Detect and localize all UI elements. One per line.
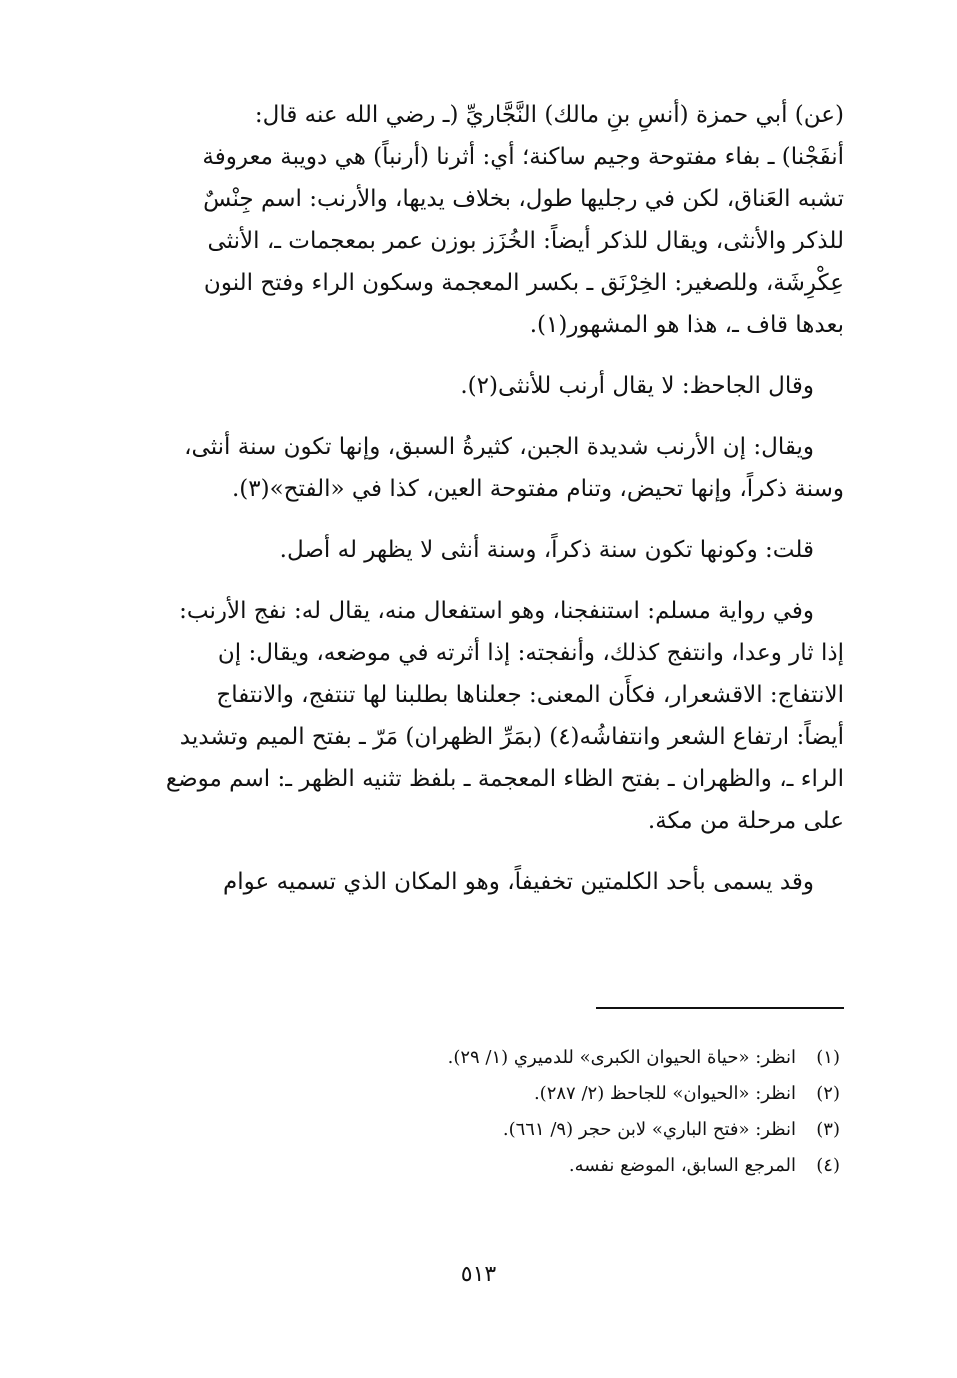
text-line: للذكر والأنثى، ويقال للذكر أيضاً: الخُزَز بوزن عمر بمعجمات ـ، الأنثى xyxy=(207,228,844,254)
footnote xyxy=(300,1076,840,1112)
footnote-text: المرجع السابق، الموضع نفسه. xyxy=(568,1155,796,1176)
footnote xyxy=(300,1112,840,1148)
page-number: ٥١٣ xyxy=(460,1262,497,1287)
footnote-text: انظر: «فتح الباري» لابن حجر (٩/ ٦٦١). xyxy=(502,1119,796,1140)
footnote-separator xyxy=(596,1007,844,1009)
footnote-text: انظر: «الحيوان» للجاحظ (٢/ ٢٨٧). xyxy=(533,1083,796,1104)
text-line: على مرحلة من مكة. xyxy=(647,808,844,834)
footnote-number: (٢) xyxy=(816,1083,840,1104)
footnote xyxy=(300,1040,840,1076)
text-line: قلت: وكونها تكون سنة ذكراً، وسنة أنثى لا يظهر له أصل. xyxy=(279,537,814,563)
text-line: وفي رواية مسلم: استنفجنا، وهو استفعال منه، يقال له: نفج الأرنب: xyxy=(179,598,814,624)
text-line: أيضاً: ارتفاع الشعر وانتفاشُه(٤) (بمَرِّ الظهران) مَرّ ـ بفتح الميم وتشديد xyxy=(179,724,844,750)
main-text xyxy=(128,94,844,903)
text-line: وقد يسمى بأحد الكلمتين تخفيفاً، وهو المكان الذي تسميه عوام xyxy=(223,869,814,895)
footnote-number: (٣) xyxy=(816,1119,840,1140)
text-line: تشبه العَناق، لكن في رجليها طول، بخلاف يديها، والأرنب: اسم جِنْسٌ xyxy=(203,186,844,212)
footnote-number: (١) xyxy=(816,1047,840,1068)
text-line: إذا ثار وعدا، وانتفج كذلك، وأنفجته: إذا أثرته في موضعه، ويقال: إن xyxy=(217,640,844,666)
footnote-text: انظر: «حياة الحيوان الكبرى» للدميري (١/ ٢٩). xyxy=(447,1047,796,1068)
footnote xyxy=(300,1148,840,1184)
footnote-number: (٤) xyxy=(816,1155,840,1176)
paragraph-gap xyxy=(128,842,844,861)
text-line: (عن) أبي حمزة (أنسِ بنِ مالك) النَّجَّاريِّ (ـ رضي الله عنه قال: xyxy=(254,102,844,128)
paragraph-gap xyxy=(128,510,844,529)
paragraph-gap xyxy=(128,407,844,426)
paragraph-gap xyxy=(128,571,844,590)
footnotes xyxy=(300,1040,840,1184)
text-line: أنفَجْنا) ـ بفاء مفتوحة وجيم ساكنة؛ أي: أثرنا (أرنباً) هي دويبة معروفة xyxy=(202,144,844,170)
text-line: ويقال: إن الأرنب شديدة الجبن، كثيرةُ السبق، وإنها تكون سنة أنثى، xyxy=(184,434,814,460)
text-line: وقال الجاحظ: لا يقال أرنب للأنثى(٢). xyxy=(460,373,814,399)
text-line: عِكْرِشَة، وللصغير: الخِرْنَق ـ بكسر المعجمة وسكون الراء وفتح النون xyxy=(203,270,844,296)
text-line: الراء ـ، والظهران ـ بفتح الظاء المعجمة ـ بلفظ تثنيه الظهر ـ: اسم موضع xyxy=(165,766,844,792)
paragraph-gap xyxy=(128,346,844,365)
text-line: وسنة ذكراً، وإنها تحيض، وتنام مفتوحة العين، كذا في «الفتح»(٣). xyxy=(231,476,844,502)
text-line: بعدها قاف ـ، هذا هو المشهور(١). xyxy=(529,312,844,338)
text-line: الانتفاج: الاقشعرار، فكأَن المعنى: جعلناها بطلبنا لها تنتفج، والانتفاج xyxy=(216,682,844,708)
